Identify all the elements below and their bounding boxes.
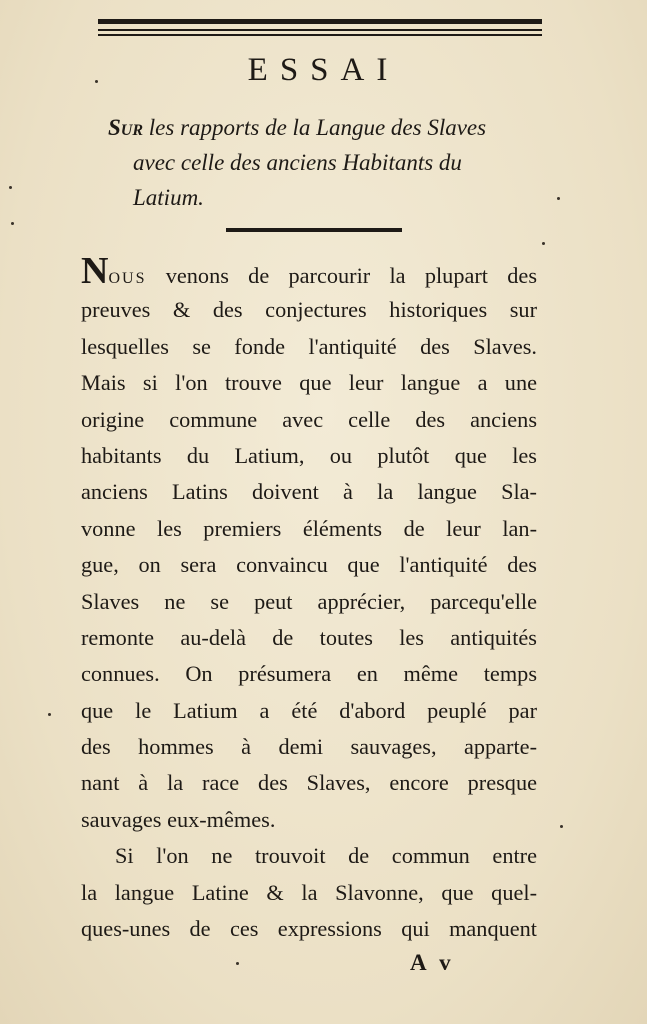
section-divider [226,228,402,232]
subtitle-line-1-text: les rapports de la Langue des Slaves [143,115,487,140]
signature-mark: A v [410,950,455,975]
paper-speck [560,825,563,828]
subtitle-line-2: avec celle des anciens Habitants du [133,150,462,175]
drop-cap: N [81,250,109,292]
paper-speck [236,962,239,965]
subtitle-line-1 [108,110,568,145]
text-line: origine commune avec celle des anciens [81,406,537,432]
paper-speck [95,80,98,83]
text-line: Si l'on ne trouvoit de commun entre [115,843,537,869]
text-line: anciens Latins doivent à la langue Sla- [81,479,537,505]
text-line: lesquelles se fonde l'antiquité des Slaves. [81,333,537,359]
text-line: vonne les premiers éléments de leur lan- [81,515,537,541]
paper-speck [9,186,12,189]
top-rule-thick [98,19,542,24]
subtitle-lead-word: Sur [108,115,144,140]
top-rule-thin [98,29,542,31]
subtitle [108,110,568,215]
paper-speck [542,242,545,245]
top-rule-hairline [98,34,542,36]
page-title: ESSAI [247,52,400,88]
paper-speck [11,222,14,225]
text-line: Mais si l'on trouve que leur langue a une [81,370,537,396]
text-line: que le Latium a été d'abord peuplé par [81,697,537,723]
text-line [81,250,537,292]
first-word-rest: ous [108,263,147,288]
text-line: des hommes à demi sauvages, apparte- [81,734,537,760]
subtitle-line-3: Latium. [133,185,204,210]
text-line: habitants du Latium, ou plutôt que les [81,442,537,468]
text-line: ques-unes de ces expressions qui manquent [81,916,537,942]
text-line: Slaves ne se peut apprécier, parcequ'elle [81,588,537,614]
text-line-content: venons de parcourir la plupart des [146,263,537,288]
text-line: sauvages eux-mêmes. [81,806,276,832]
body-text [81,250,537,947]
paper-speck [48,713,51,716]
text-line: remonte au-delà de toutes les antiquités [81,624,537,650]
text-line: preuves & des conjectures historiques sur [81,297,537,323]
text-line: nant à la race des Slaves, encore presque [81,770,537,796]
text-line: la langue Latine & la Slavonne, que quel- [81,879,537,905]
text-line: connues. On présumera en même temps [81,661,537,687]
paper-speck [557,197,560,200]
text-line: gue, on sera convaincu que l'antiquité des [81,552,537,578]
